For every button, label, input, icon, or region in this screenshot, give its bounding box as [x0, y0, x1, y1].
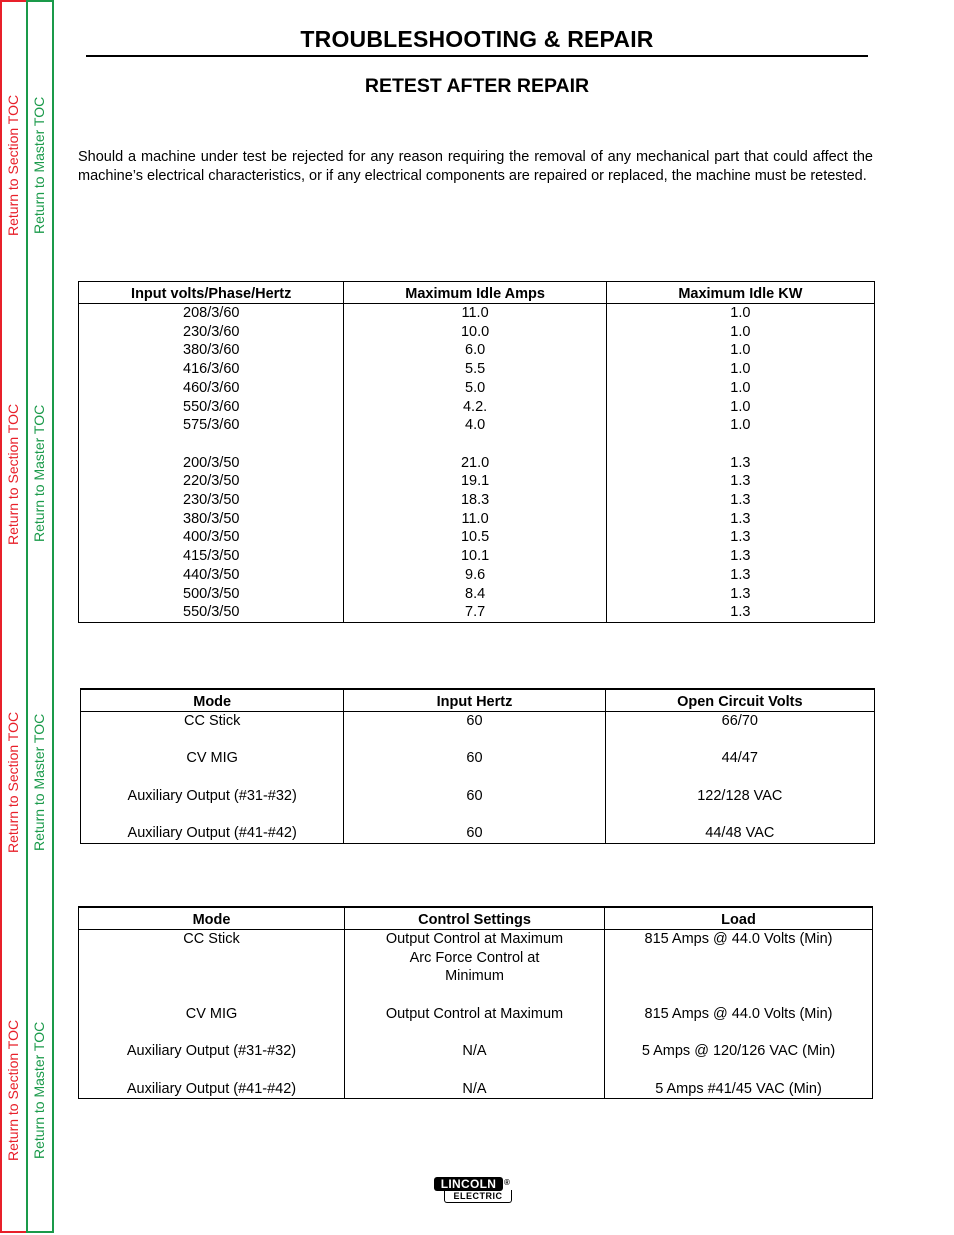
load-cell: Output Control at Maximum: [345, 1005, 605, 1024]
load-header-mode: Mode: [79, 907, 345, 930]
load-row: [79, 930, 873, 949]
idle-cell: 1.3: [606, 528, 874, 547]
return-to-section-toc-link-1[interactable]: Return to Section TOC: [5, 94, 21, 236]
ocv-cell: CC Stick: [81, 712, 344, 731]
ocv-cell: [81, 731, 344, 750]
return-to-master-toc-link-2[interactable]: Return to Master TOC: [31, 404, 47, 542]
idle-cell: 380/3/50: [79, 510, 344, 529]
idle-cell: 575/3/60: [79, 416, 344, 435]
idle-cell: 1.0: [606, 416, 874, 435]
load-cell: 5 Amps #41/45 VAC (Min): [605, 1080, 873, 1099]
load-cell: [79, 1061, 345, 1080]
load-cell: [605, 949, 873, 968]
idle-cell: 21.0: [344, 454, 606, 473]
ocv-cell: 60: [344, 787, 605, 806]
idle-row: [79, 379, 875, 398]
ocv-cell: [344, 731, 605, 750]
ocv-table-body: [81, 712, 875, 844]
return-to-section-toc-link-4[interactable]: Return to Section TOC: [5, 1019, 21, 1161]
idle-cell: 11.0: [344, 304, 606, 323]
idle-cell: 1.3: [606, 454, 874, 473]
idle-cell: 230/3/50: [79, 491, 344, 510]
idle-row: [79, 603, 875, 622]
return-to-master-toc-link-1[interactable]: Return to Master TOC: [31, 96, 47, 234]
idle-cell: 4.0: [344, 416, 606, 435]
ocv-cell: Auxiliary Output (#41-#42): [81, 824, 344, 843]
idle-cell: 220/3/50: [79, 472, 344, 491]
idle-row: [79, 528, 875, 547]
lincoln-electric-logo: [434, 1177, 514, 1205]
section-title: RETEST AFTER REPAIR: [364, 75, 590, 97]
idle-row: [79, 491, 875, 510]
load-row: [79, 967, 873, 986]
load-cell: [79, 949, 345, 968]
idle-cell: 4.2.: [344, 398, 606, 417]
idle-cell: 1.0: [606, 398, 874, 417]
idle-cell: 230/3/60: [79, 323, 344, 342]
ocv-row: [81, 805, 875, 824]
idle-row: [79, 547, 875, 566]
idle-cell: 208/3/60: [79, 304, 344, 323]
ocv-cell: 44/47: [605, 749, 874, 768]
idle-cell: 1.3: [606, 603, 874, 622]
load-row: [79, 1042, 873, 1061]
load-cell: Auxiliary Output (#31-#32): [79, 1042, 345, 1061]
idle-cell: 500/3/50: [79, 585, 344, 604]
ocv-cell: 60: [344, 824, 605, 843]
idle-cell: 380/3/60: [79, 341, 344, 360]
idle-cell: 1.0: [606, 379, 874, 398]
ocv-cell: [81, 768, 344, 787]
load-header-controls: Control Settings: [345, 907, 605, 930]
idle-cell: 11.0: [344, 510, 606, 529]
idle-row: [79, 323, 875, 342]
idle-row: [79, 566, 875, 585]
load-cell: 5 Amps @ 120/126 VAC (Min): [605, 1042, 873, 1061]
idle-row: [79, 341, 875, 360]
load-cell: [605, 967, 873, 986]
idle-cell: 1.3: [606, 472, 874, 491]
ocv-cell: 60: [344, 749, 605, 768]
ocv-table: [80, 688, 875, 844]
idle-cell: 550/3/50: [79, 603, 344, 622]
ocv-row: [81, 712, 875, 731]
idle-cell: 10.0: [344, 323, 606, 342]
idle-cell: 416/3/60: [79, 360, 344, 379]
load-table: [78, 906, 873, 1099]
idle-cell: 8.4: [344, 585, 606, 604]
ocv-header-hertz: Input Hertz: [344, 689, 605, 712]
load-cell: Arc Force Control at: [345, 949, 605, 968]
idle-header-input: Input volts/Phase/Hertz: [79, 282, 344, 304]
idle-row: [79, 304, 875, 323]
idle-cell: 400/3/50: [79, 528, 344, 547]
return-to-section-toc-link-3[interactable]: Return to Section TOC: [5, 711, 21, 853]
load-row: [79, 949, 873, 968]
load-cell: [79, 967, 345, 986]
ocv-cell: CV MIG: [81, 749, 344, 768]
ocv-row: [81, 787, 875, 806]
load-cell: [345, 1061, 605, 1080]
idle-cell: [79, 435, 344, 454]
ocv-cell: [344, 768, 605, 787]
idle-row: [79, 454, 875, 473]
ocv-row: [81, 768, 875, 787]
idle-table-body: [79, 304, 875, 623]
ocv-row: [81, 731, 875, 750]
header-divider: [86, 55, 868, 57]
load-row: [79, 1080, 873, 1099]
load-cell: Output Control at Maximum: [345, 930, 605, 949]
ocv-cell: [605, 805, 874, 824]
idle-cell: 10.1: [344, 547, 606, 566]
idle-cell: 415/3/50: [79, 547, 344, 566]
intro-paragraph: Should a machine under test be rejected for any reason requiring the removal of any mechanical part that could affect the machine’s electrical characteristics, or if any electrical components are repaired or replaced, the machine must be retested.: [78, 149, 873, 184]
idle-cell: 5.5: [344, 360, 606, 379]
load-cell: N/A: [345, 1080, 605, 1099]
idle-cell: 7.7: [344, 603, 606, 622]
ocv-row: [81, 824, 875, 843]
ocv-cell: 122/128 VAC: [605, 787, 874, 806]
load-cell: N/A: [345, 1042, 605, 1061]
idle-table: [78, 281, 875, 623]
idle-header-kw: Maximum Idle KW: [606, 282, 874, 304]
idle-row: [79, 435, 875, 454]
idle-cell: [606, 435, 874, 454]
return-to-section-toc-link-2[interactable]: Return to Section TOC: [5, 403, 21, 545]
idle-cell: 10.5: [344, 528, 606, 547]
load-row: [79, 1061, 873, 1080]
idle-cell: 19.1: [344, 472, 606, 491]
ocv-cell: [344, 805, 605, 824]
idle-row: [79, 472, 875, 491]
load-table-body: [79, 930, 873, 1099]
load-cell: [345, 1024, 605, 1043]
load-row: [79, 1005, 873, 1024]
idle-row: [79, 585, 875, 604]
logo-registered-mark: ®: [504, 1178, 510, 1187]
idle-cell: 550/3/60: [79, 398, 344, 417]
return-to-master-toc-link-4[interactable]: Return to Master TOC: [31, 1021, 47, 1159]
idle-cell: 1.3: [606, 491, 874, 510]
load-cell: [345, 986, 605, 1005]
idle-cell: [344, 435, 606, 454]
load-cell: [605, 1061, 873, 1080]
idle-cell: 460/3/60: [79, 379, 344, 398]
idle-row: [79, 510, 875, 529]
idle-row: [79, 416, 875, 435]
idle-cell: 1.3: [606, 510, 874, 529]
idle-cell: 440/3/50: [79, 566, 344, 585]
load-row: [79, 986, 873, 1005]
ocv-cell: [605, 731, 874, 750]
load-cell: Minimum: [345, 967, 605, 986]
ocv-header-volts: Open Circuit Volts: [605, 689, 874, 712]
ocv-cell: 60: [344, 712, 605, 731]
load-cell: [79, 986, 345, 1005]
ocv-cell: 66/70: [605, 712, 874, 731]
load-cell: CV MIG: [79, 1005, 345, 1024]
logo-bottom-text: ELECTRIC: [444, 1190, 512, 1203]
idle-cell: 18.3: [344, 491, 606, 510]
ocv-cell: [605, 768, 874, 787]
page-title: TROUBLESHOOTING & REPAIR: [300, 26, 654, 52]
ocv-row: [81, 749, 875, 768]
idle-cell: 1.3: [606, 566, 874, 585]
load-cell: [605, 986, 873, 1005]
load-row: [79, 1024, 873, 1043]
idle-cell: 1.0: [606, 341, 874, 360]
return-to-master-toc-link-3[interactable]: Return to Master TOC: [31, 713, 47, 851]
ocv-cell: [81, 805, 344, 824]
idle-row: [79, 398, 875, 417]
idle-cell: 5.0: [344, 379, 606, 398]
idle-row: [79, 360, 875, 379]
idle-cell: 200/3/50: [79, 454, 344, 473]
load-cell: [79, 1024, 345, 1043]
idle-cell: 1.0: [606, 304, 874, 323]
idle-cell: 9.6: [344, 566, 606, 585]
idle-cell: 1.0: [606, 360, 874, 379]
idle-cell: 6.0: [344, 341, 606, 360]
load-cell: 815 Amps @ 44.0 Volts (Min): [605, 1005, 873, 1024]
idle-cell: 1.0: [606, 323, 874, 342]
ocv-cell: Auxiliary Output (#31-#32): [81, 787, 344, 806]
idle-cell: 1.3: [606, 547, 874, 566]
idle-cell: 1.3: [606, 585, 874, 604]
idle-header-amps: Maximum Idle Amps: [344, 282, 606, 304]
load-cell: 815 Amps @ 44.0 Volts (Min): [605, 930, 873, 949]
load-cell: Auxiliary Output (#41-#42): [79, 1080, 345, 1099]
ocv-header-mode: Mode: [81, 689, 344, 712]
logo-top-text: LINCOLN: [434, 1177, 503, 1191]
load-cell: CC Stick: [79, 930, 345, 949]
load-cell: [605, 1024, 873, 1043]
load-header-load: Load: [605, 907, 873, 930]
ocv-cell: 44/48 VAC: [605, 824, 874, 843]
